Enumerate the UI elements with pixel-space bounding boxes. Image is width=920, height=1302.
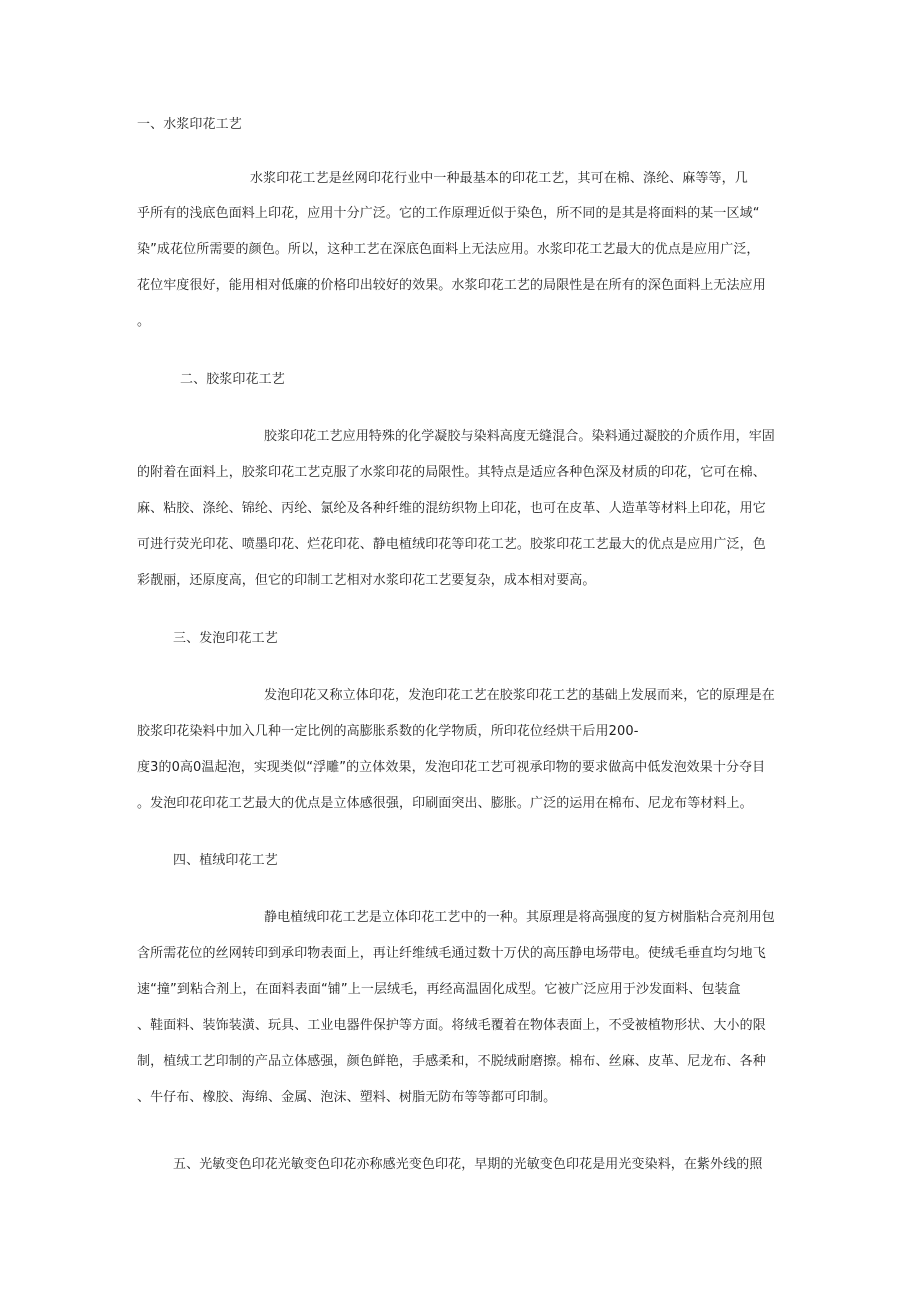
section-4-line-1: 静电植绒印花工艺是立体印花工艺中的一种。其原理是将高强度的复方树脂粘合亮剂用包: [264, 910, 775, 925]
section-4-line-2: 含所需花位的丝网转印到承印物表面上，再让纤维绒毛通过数十万伏的高压静电场带电。使绒毛垂直均匀地飞: [137, 946, 766, 961]
section-5-heading: 五、光敏变色印花光敏变色印花亦称感光变色印花，早期的光敏变色印花是用光变染料，在紫外线的照: [173, 1157, 763, 1172]
section-2-line-3: 麻、粘胶、涤纶、锦纶、丙纶、氯纶及各种纤维的混纺织物上印花，也可在皮革、人造革等材料上印花，用它: [137, 501, 766, 516]
section-2-heading: 二、胶浆印花工艺: [180, 372, 285, 387]
section-4-line-4: 、鞋面料、装饰装潢、玩具、工业电器件保护等方面。将绒毛覆着在物体表面上，不受被植物形状、大小的限: [137, 1018, 766, 1033]
section-3-line-2: 胶浆印花染料中加入几种一定比例的高膨胀系数的化学物质，所印花位经烘干后用200-: [137, 724, 639, 739]
section-2-line-4: 可进行荧光印花、喷墨印花、烂花印花、静电植绒印花等印花工艺。胶浆印花工艺最大的优点是应用广泛，色: [137, 537, 766, 552]
section-4-line-3: 速“撞”到粘合剂上，在面料表面“铺”上一层绒毛，再经高温固化成型。它被广泛应用于沙发面料、包装盒: [137, 982, 741, 997]
section-1-heading: 一、水浆印花工艺: [137, 117, 242, 132]
section-4-heading: 四、植绒印花工艺: [173, 853, 278, 868]
section-3-heading: 三、发泡印花工艺: [173, 631, 278, 646]
section-4-line-5: 制，植绒工艺印制的产品立体感强，颜色鲜艳，手感柔和，不脱绒耐磨擦。棉布、丝麻、皮革、尼龙布、各种: [137, 1054, 766, 1069]
section-4-line-6: 、牛仔布、橡胶、海绵、金属、泡沫、塑料、树脂无防布等等都可印制。: [137, 1090, 557, 1105]
section-1-line-1: 水浆印花工艺是丝网印花行业中一种最基本的印花工艺，其可在棉、涤纶、麻等等，几: [250, 171, 748, 186]
section-1-line-3: 染”成花位所需要的颜色。所以，这种工艺在深底色面料上无法应用。水浆印花工艺最大的优点是应用广泛，: [137, 242, 760, 257]
section-1-line-5: 。: [137, 314, 151, 329]
section-3-line-4: 。发泡印花印花工艺最大的优点是立体感很强，印刷面突出、膨胀。广泛的运用在棉布、尼龙布等材料上。: [137, 796, 753, 811]
section-1-line-4: 花位牢度很好，能用相对低廉的价格印出较好的效果。水浆印花工艺的局限性是在所有的深色面料上无法应用: [137, 278, 766, 293]
section-2-line-5: 彩靓丽，还原度高，但它的印制工艺相对水浆印花工艺要复杂，成本相对要高。: [137, 573, 596, 588]
section-3-line-3: 度3的0高0温起泡，实现类似“浮雕”的立体效果，发泡印花工艺可视承印物的要求做高中低发泡效果十分夺目: [137, 760, 766, 775]
section-2-line-1: 胶浆印花工艺应用特殊的化学凝胶与染料高度无缝混合。染料通过凝胶的介质作用，牢固: [264, 429, 775, 444]
section-1-line-2: 乎所有的浅底色面料上印花，应用十分广泛。它的工作原理近似于染色，所不同的是其是将面料的某一区域“: [137, 206, 760, 221]
section-2-line-2: 的附着在面料上，胶浆印花工艺克服了水浆印花的局限性。其特点是适应各种色深及材质的印花，它可在棉、: [137, 465, 766, 480]
section-3-line-1: 发泡印花又称立体印花，发泡印花工艺在胶浆印花工艺的基础上发展而来，它的原理是在: [264, 688, 775, 703]
